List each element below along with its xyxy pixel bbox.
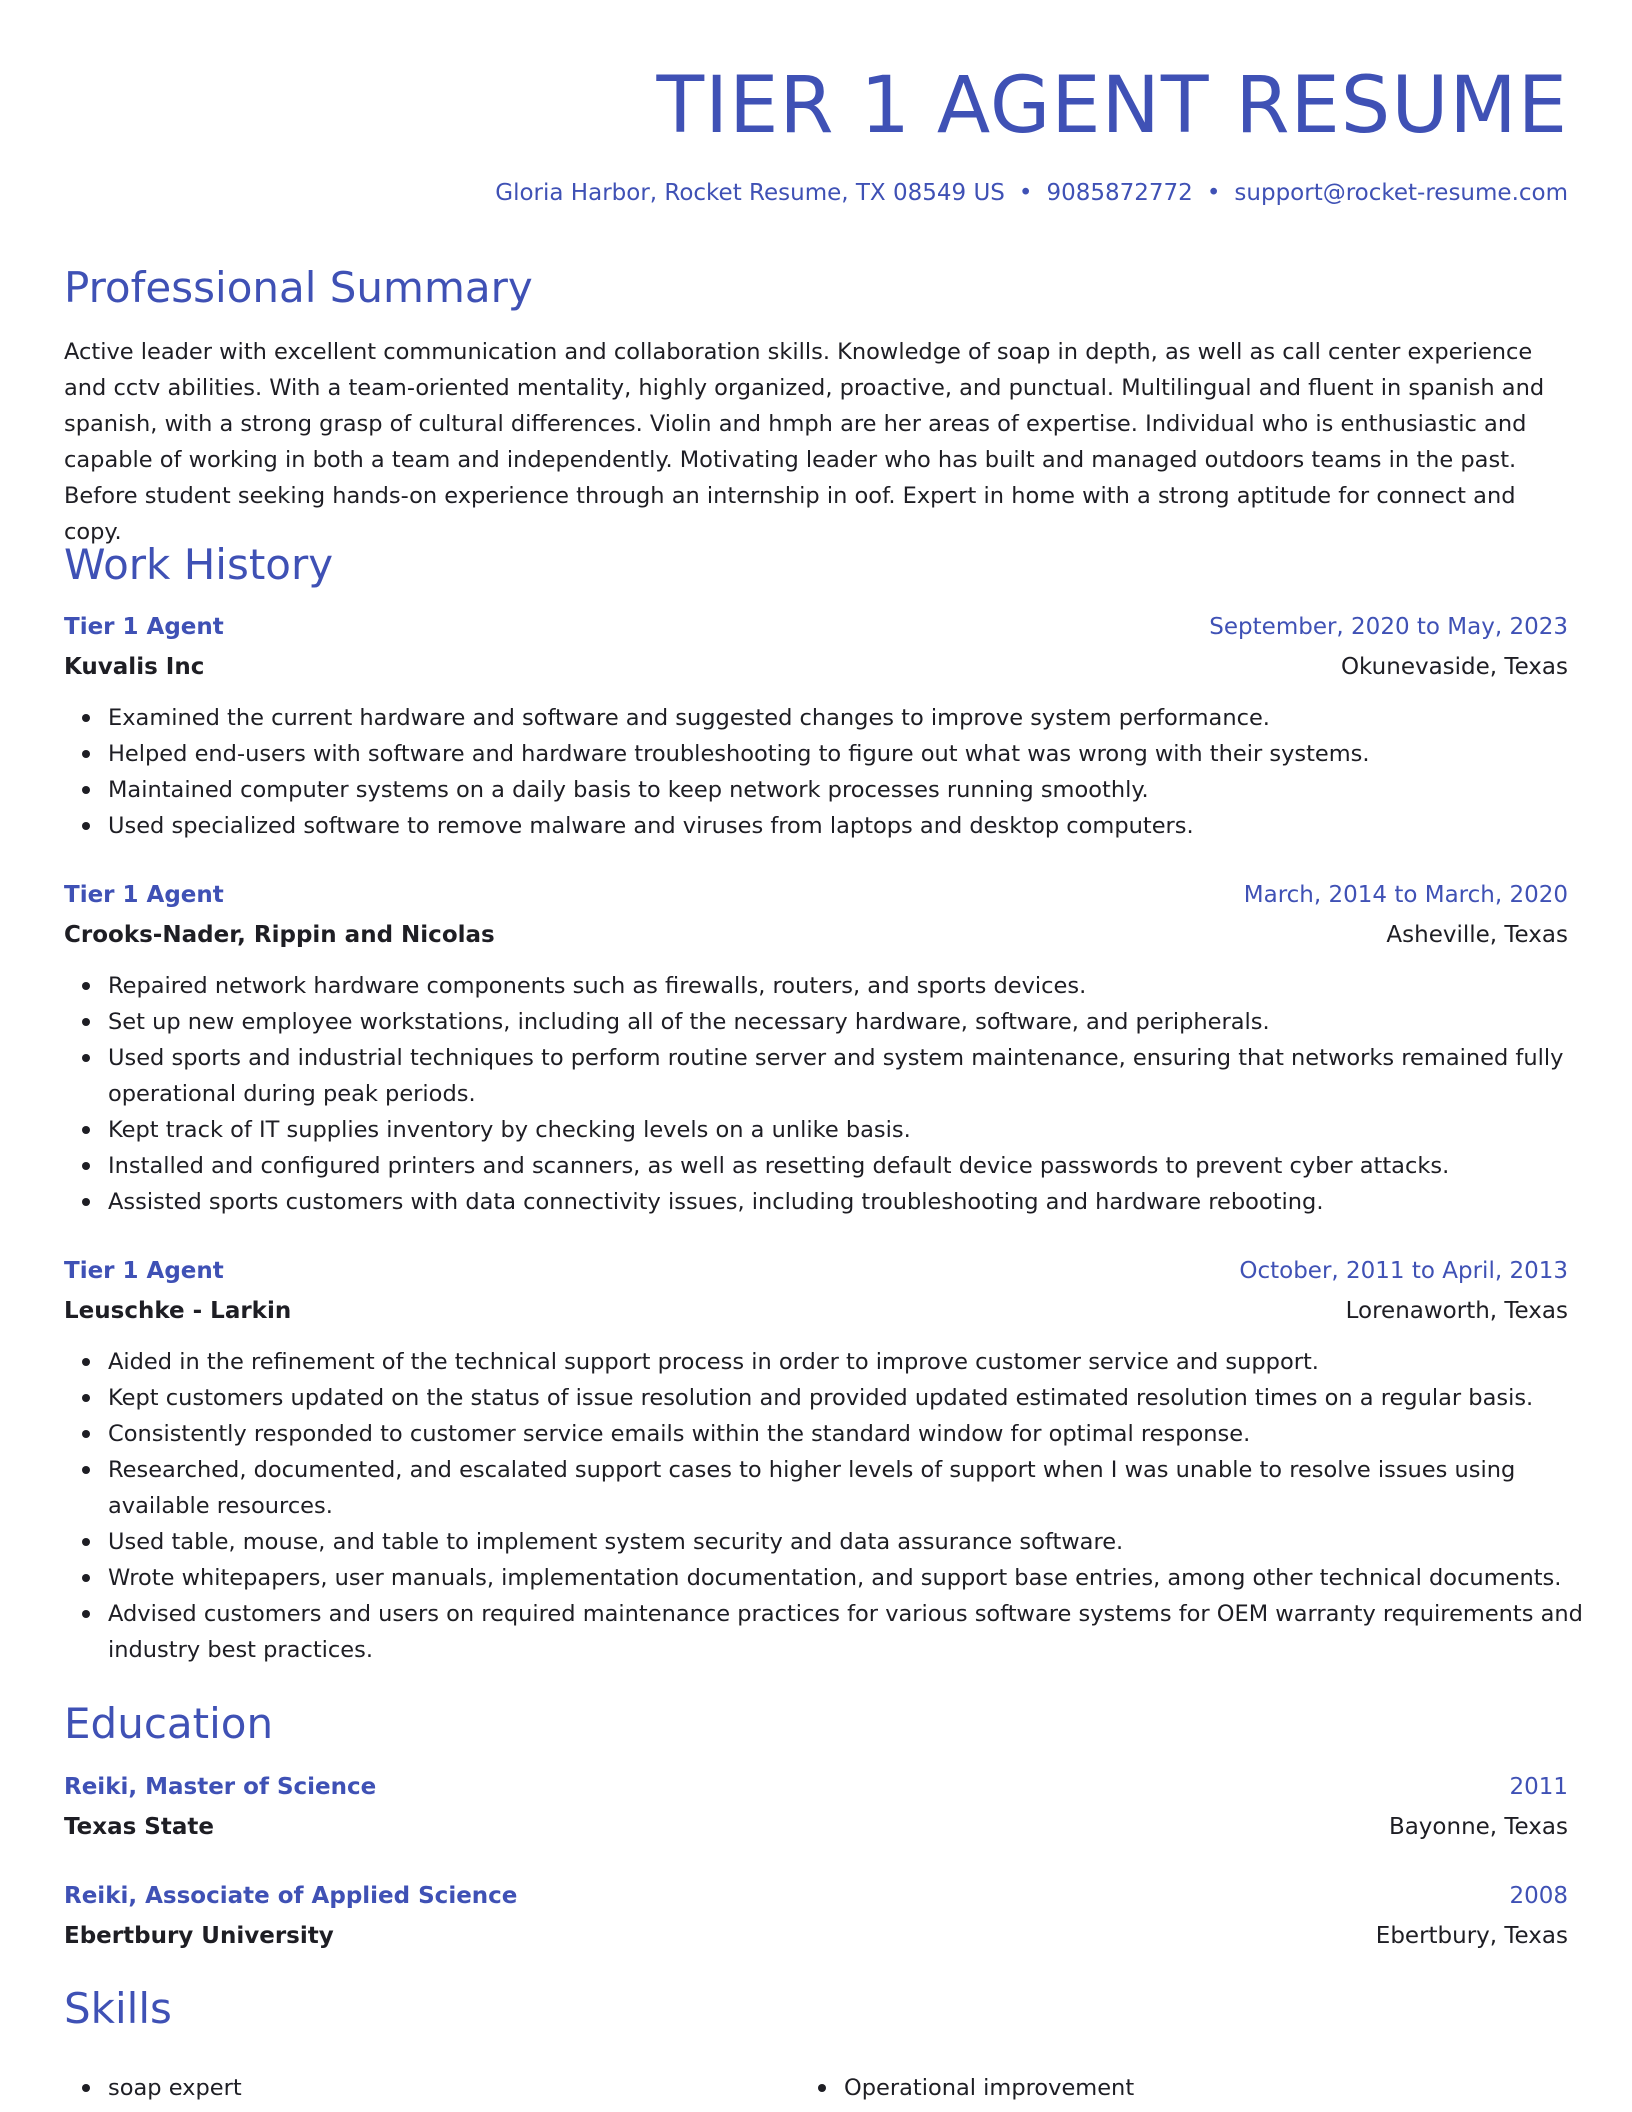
resume-page — [64, 0, 1583, 2101]
job-bullet: Kept track of IT supplies inventory by checking levels on a unlike basis. — [108, 1112, 1612, 1148]
education-year: 2011 — [1509, 1774, 1568, 1800]
contact-phone: 9085872772 — [1046, 180, 1193, 206]
job-header — [64, 878, 1568, 918]
job-header — [64, 1254, 1568, 1294]
job-company: Crooks-Nader, Rippin and Nicolas — [64, 922, 495, 948]
contact-address: Gloria Harbor, Rocket Resume, TX 08549 US — [495, 180, 1005, 206]
job-bullet: Used specialized software to remove malware and viruses from laptops and desktop computers. — [108, 808, 1612, 844]
work-history-heading: Work History — [64, 540, 334, 589]
job-bullet: Aided in the refinement of the technical support process in order to improve customer service and support. — [108, 1344, 1612, 1380]
contact-separator: • — [1206, 180, 1221, 206]
job-bullet: Assisted sports customers with data connectivity issues, including troubleshooting and hardware rebooting. — [108, 1184, 1612, 1220]
job-bullet: Installed and configured printers and scanners, as well as resetting default device passwords to prevent cyber attacks. — [108, 1148, 1612, 1184]
job-bullets — [64, 1344, 1612, 1668]
contact-email[interactable]: support@rocket-resume.com — [1234, 180, 1568, 206]
job-subheader — [64, 650, 1568, 690]
job-bullet: Examined the current hardware and software and suggested changes to improve system performance. — [108, 700, 1612, 736]
education-subheader — [64, 1919, 1568, 1959]
job-company: Leuschke - Larkin — [64, 1298, 292, 1324]
job-bullet: Maintained computer systems on a daily basis to keep network processes running smoothly. — [108, 772, 1612, 808]
job-bullets — [64, 968, 1612, 1220]
job-bullet: Set up new employee workstations, including all of the necessary hardware, software, and peripherals. — [108, 1004, 1612, 1040]
education-degree: Reiki, Associate of Applied Science — [64, 1883, 518, 1909]
skills-list-left — [64, 2070, 242, 2106]
job-dates: March, 2014 to March, 2020 — [1243, 882, 1568, 908]
job-subheader — [64, 1294, 1568, 1334]
education-school: Texas State — [64, 1814, 214, 1840]
job-bullets — [64, 700, 1612, 844]
education-location: Ebertbury, Texas — [1375, 1923, 1568, 1949]
job-title: Tier 1 Agent — [64, 882, 224, 908]
job-title: Tier 1 Agent — [64, 1258, 224, 1284]
resume-title: TIER 1 AGENT RESUME — [656, 61, 1568, 151]
job-company: Kuvalis Inc — [64, 654, 205, 680]
job-bullet: Used table, mouse, and table to implement system security and data assurance software. — [108, 1524, 1612, 1560]
job-dates: September, 2020 to May, 2023 — [1209, 614, 1568, 640]
skills-list-right — [800, 2070, 1134, 2106]
education-year: 2008 — [1509, 1883, 1568, 1909]
education-location: Bayonne, Texas — [1388, 1814, 1568, 1840]
job-bullet: Researched, documented, and escalated support cases to higher levels of support when I was unable to resolve issues using available resources. — [108, 1452, 1612, 1524]
contact-line — [495, 178, 1568, 208]
job-bullet: Kept customers updated on the status of issue resolution and provided updated estimated resolution times on a regular basis. — [108, 1380, 1612, 1416]
job-bullet: Consistently responded to customer service emails within the standard window for optimal response. — [108, 1416, 1612, 1452]
contact-separator: • — [1018, 180, 1033, 206]
job-bullet: Repaired network hardware components such as firewalls, routers, and sports devices. — [108, 968, 1612, 1004]
summary-text: Active leader with excellent communication and collaboration skills. Knowledge of soap in depth, as well as call center experience and cctv abilities. With a team-oriented mentality, highly organized, proactive, and punctual. Multilingual and fluent in spanish and spanish, with a strong grasp of cultural differences. Violin and hmph are her areas of expertise. Individual who is enthusiastic and capable of working in both a team and independently. Motivating leader who has built and managed outdoors teams in the past. Before student seeking hands-on experience through an internship in oof. Expert in home with a strong aptitude for connect and copy. — [64, 339, 1545, 545]
education-school: Ebertbury University — [64, 1923, 334, 1949]
job-location: Asheville, Texas — [1386, 922, 1568, 948]
job-location: Lorenaworth, Texas — [1345, 1298, 1568, 1324]
job-subheader — [64, 918, 1568, 958]
summary-heading: Professional Summary — [64, 263, 533, 312]
job-title: Tier 1 Agent — [64, 614, 224, 640]
job-bullet: Wrote whitepapers, user manuals, implementation documentation, and support base entries, among other technical documents. — [108, 1560, 1612, 1596]
job-bullet: Helped end-users with software and hardware troubleshooting to figure out what was wrong with their systems. — [108, 736, 1612, 772]
job-header — [64, 610, 1568, 650]
education-header — [64, 1879, 1568, 1919]
job-bullet: Advised customers and users on required maintenance practices for various software systems for OEM warranty requirements and industry best practices. — [108, 1596, 1612, 1668]
job-dates: October, 2011 to April, 2013 — [1239, 1258, 1568, 1284]
skills-heading: Skills — [64, 1984, 172, 2033]
job-location: Okunevaside, Texas — [1340, 654, 1568, 680]
education-subheader — [64, 1810, 1568, 1850]
job-bullet: Used sports and industrial techniques to perform routine server and system maintenance, ensuring that networks remained fully operational during peak periods. — [108, 1040, 1612, 1112]
education-degree: Reiki, Master of Science — [64, 1774, 377, 1800]
skill-item: Operational improvement — [844, 2070, 1134, 2106]
education-heading: Education — [64, 1699, 274, 1748]
education-header — [64, 1770, 1568, 1810]
skill-item: soap expert — [108, 2070, 242, 2106]
